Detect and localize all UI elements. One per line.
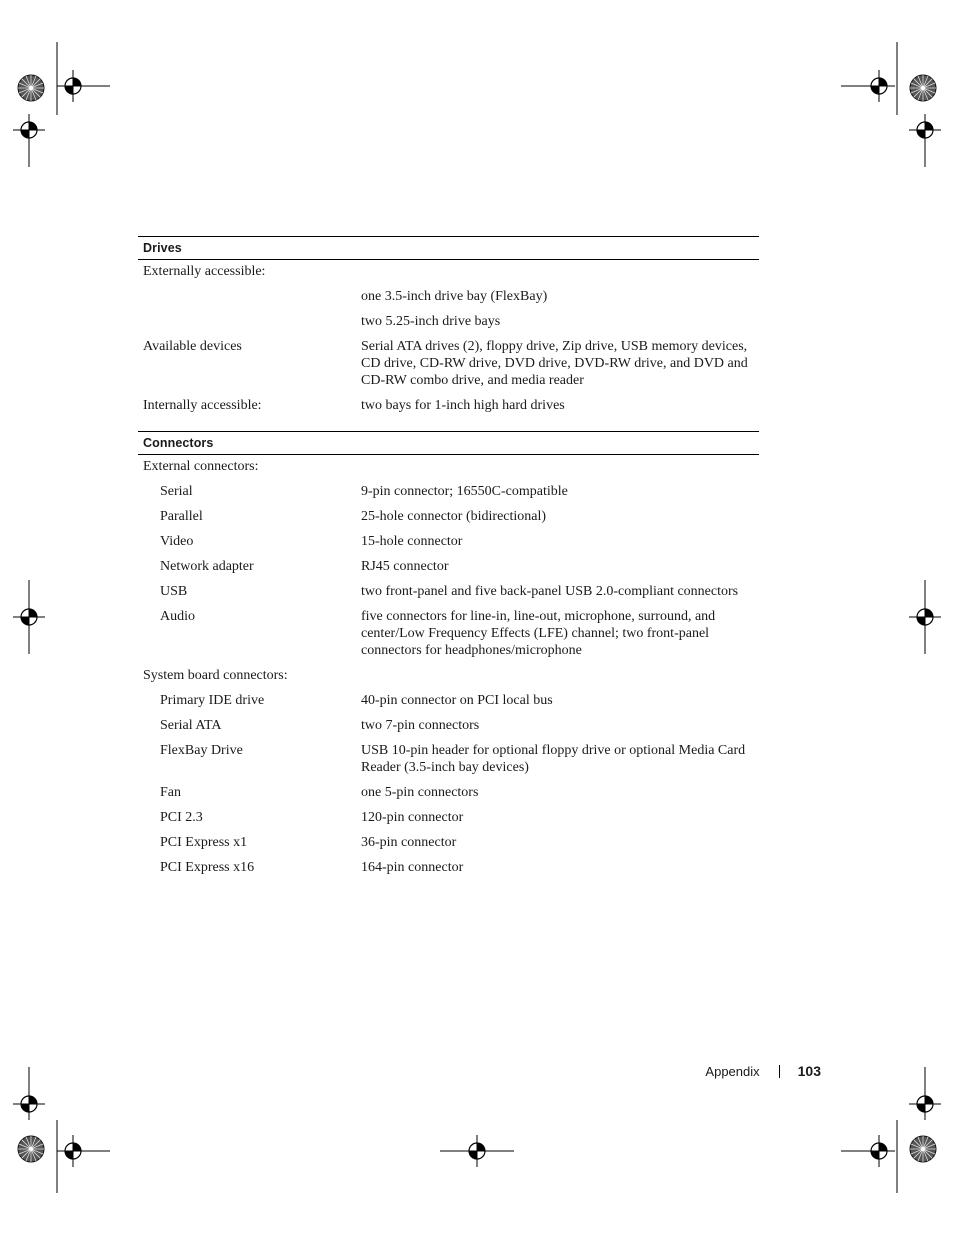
spec-label: Parallel [160, 509, 203, 524]
spec-label: Externally accessible: [143, 264, 266, 279]
spec-row [138, 263, 759, 280]
spec-row [138, 397, 759, 414]
page-footer [705, 1062, 821, 1080]
spec-value: USB 10-pin header for optional floppy drive or optional Media Card Reader (3.5-inch bay devices) [361, 743, 746, 775]
spec-label: PCI Express x1 [160, 835, 248, 850]
spec-row [138, 692, 759, 709]
spec-row [138, 558, 759, 575]
section-header: Drives [138, 236, 759, 260]
spec-value: five connectors for line-in, line-out, microphone, surround, and center/Low Frequency Effects (LFE) channel; two front-panel connectors for headphones/microphone [361, 609, 716, 658]
spec-row [138, 742, 759, 776]
page-number: 103 [797, 1063, 821, 1079]
spec-value: Serial ATA drives (2), floppy drive, Zip drive, USB memory devices, CD drive, CD-RW drive, DVD drive, DVD-RW drive, and DVD and CD-RW combo drive, and media reader [361, 339, 748, 388]
spec-value: 40-pin connector on PCI local bus [361, 693, 553, 708]
spec-value: one 3.5-inch drive bay (FlexBay) [361, 289, 548, 304]
spec-label: Video [160, 534, 194, 549]
spec-label: PCI Express x16 [160, 860, 255, 875]
spec-value: 9-pin connector; 16550C-compatible [361, 484, 568, 499]
section-drives [138, 236, 759, 414]
spec-row [138, 458, 759, 475]
spec-value: two front-panel and five back-panel USB 2.0-compliant connectors [361, 584, 739, 599]
spec-row [138, 834, 759, 851]
spec-label: External connectors: [143, 459, 259, 474]
spec-value: two 5.25-inch drive bays [361, 314, 501, 329]
section-header: Connectors [138, 431, 759, 455]
spec-row [138, 313, 759, 330]
spec-label: PCI 2.3 [160, 810, 203, 825]
spec-label: FlexBay Drive [160, 743, 243, 758]
spec-row [138, 608, 759, 659]
spec-value: 25-hole connector (bidirectional) [361, 509, 547, 524]
spec-value: one 5-pin connectors [361, 785, 479, 800]
spec-label: Network adapter [160, 559, 254, 574]
spec-row [138, 667, 759, 684]
spec-row [138, 483, 759, 500]
spec-row [138, 717, 759, 734]
spec-row [138, 784, 759, 801]
spec-value: two bays for 1-inch high hard drives [361, 398, 565, 413]
specifications-table [138, 236, 759, 876]
spec-value: 36-pin connector [361, 835, 457, 850]
spec-label: USB [160, 584, 188, 599]
spec-label: Serial [160, 484, 193, 499]
spec-label: Internally accessible: [143, 398, 262, 413]
spec-label: Fan [160, 785, 181, 800]
spec-label: Audio [160, 609, 195, 624]
spec-value: 15-hole connector [361, 534, 463, 549]
spec-row [138, 859, 759, 876]
spec-value: 120-pin connector [361, 810, 464, 825]
footer-separator [779, 1065, 780, 1078]
spec-row [138, 583, 759, 600]
spec-row [138, 508, 759, 525]
spec-label: System board connectors: [143, 668, 288, 683]
spec-value: two 7-pin connectors [361, 718, 480, 733]
footer-section-title: Appendix [705, 1063, 760, 1079]
section-connectors [138, 431, 759, 876]
spec-row [138, 288, 759, 305]
spec-label: Primary IDE drive [160, 693, 265, 708]
spec-row [138, 338, 759, 389]
spec-label: Available devices [143, 339, 242, 354]
spec-value: 164-pin connector [361, 860, 464, 875]
spec-label: Serial ATA [160, 718, 222, 733]
spec-value: RJ45 connector [361, 559, 449, 574]
spec-row [138, 809, 759, 826]
spec-row [138, 533, 759, 550]
